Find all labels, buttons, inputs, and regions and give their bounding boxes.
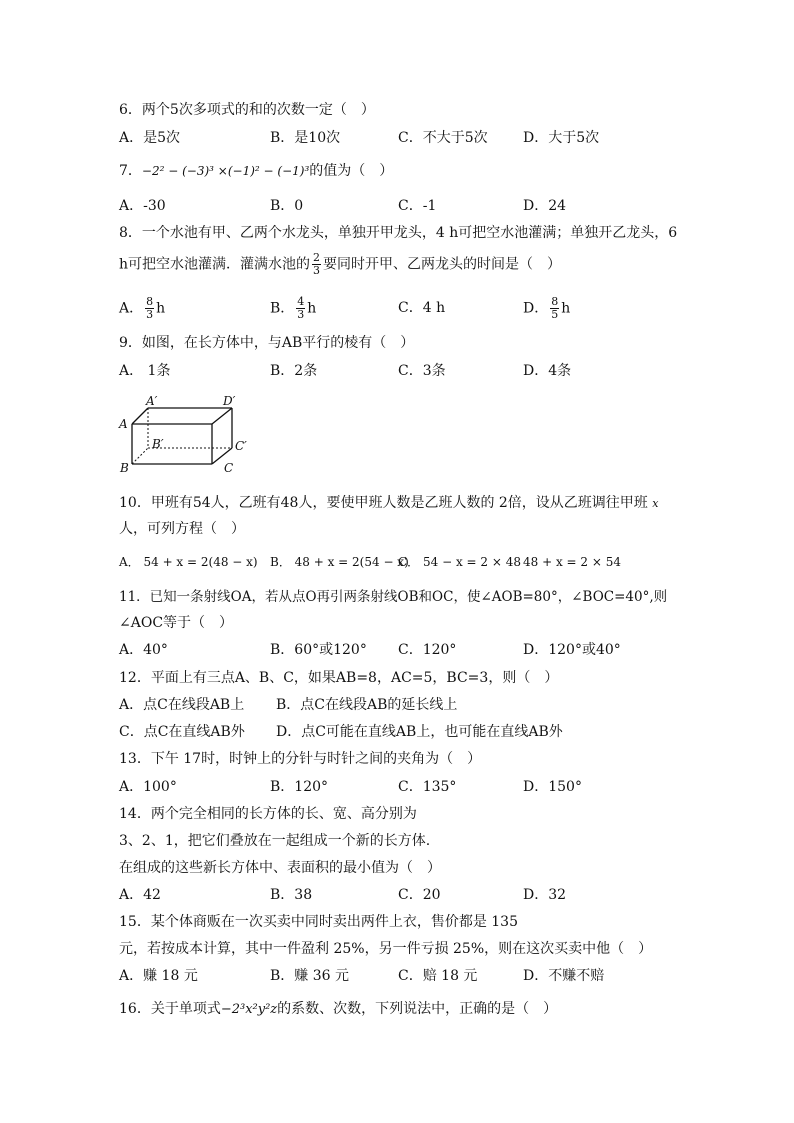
q7-option-a: A．-30 — [119, 198, 166, 214]
q15-option-a: A．赚 18 元 — [119, 968, 198, 984]
q11-option-b: B．60°或120° — [270, 642, 367, 658]
q10-line-1-text: 10．甲班有54人，乙班有48人，要使甲班人数是乙班人数的 2倍，设从乙班调往甲班 — [119, 495, 648, 511]
q14-line-1: 14．两个完全相同的长方体的长、宽、高分别为 — [119, 806, 417, 822]
q8-line-2-post: 要同时开甲、乙两龙头的时间是（ ） — [323, 256, 562, 273]
q12-stem: 12．平面上有三点A、B、C，如果AB=8，AC=5，BC=3，则（ ） — [119, 670, 559, 686]
q12-option-c: C．点C在直线AB外 — [119, 724, 245, 740]
label-b-prime: B′ — [152, 437, 164, 451]
q15-line-2: 元，若按成本计算，其中一件盈利 25%，另一件亏损 25%，则在这次买卖中他（ ） — [119, 941, 653, 957]
q6-option-a: A．是5次 — [119, 130, 181, 146]
label-c-prime: C′ — [235, 439, 247, 453]
q11-line-2: ∠AOC等于（ ） — [119, 615, 234, 631]
q8-option-d-label: D． — [523, 300, 549, 317]
q15-option-b: B．赚 36 元 — [270, 968, 350, 984]
edge-top-right — [212, 408, 232, 424]
q8-b-numerator: 4 — [297, 295, 305, 308]
q10-line-1 — [119, 494, 658, 513]
q9-option-c: C．3条 — [398, 363, 446, 379]
q6-option-b: B．是10次 — [270, 130, 341, 146]
q8-option-b-label: B． — [270, 300, 295, 317]
q8-fraction-numerator: 2 — [313, 251, 321, 264]
q7-tail: 的值为（ ） — [309, 163, 394, 179]
q8-line-2 — [119, 252, 561, 277]
edge-aa-prime — [132, 408, 148, 424]
q13-option-b: B．120° — [270, 779, 329, 795]
q6-stem: 6．两个5次多项式的和的次数一定（ ） — [119, 102, 375, 118]
q8-option-b-unit: h — [307, 300, 317, 317]
q13-option-c: C．135° — [398, 779, 457, 795]
q9-option-d: D．4条 — [523, 363, 572, 379]
q8-d-denominator: 5 — [551, 308, 559, 321]
q11-option-c: C．120° — [398, 642, 457, 658]
q14-line-2: 3、2、1，把它们叠放在一起组成一个新的长方体. — [119, 833, 431, 849]
q15-option-d: D．不赚不赔 — [523, 968, 605, 984]
q12-option-b: B．点C在线段AB的延长线上 — [276, 697, 458, 713]
label-c: C — [224, 461, 234, 475]
q8-fraction — [312, 252, 321, 277]
q8-line-1: 8．一个水池有甲、乙两个水龙头，单独开甲龙头，4 h可把空水池灌满；单独开乙龙头，6 — [119, 225, 678, 241]
q13-option-a: A．100° — [119, 779, 177, 795]
q9-option-a: A． 1条 — [119, 363, 171, 379]
cuboid-figure — [116, 392, 256, 478]
q10-option-d: 48 + x = 2 × 54 — [523, 555, 621, 569]
q6-option-c: C．不大于5次 — [398, 130, 488, 146]
q10-option-a: A． 54 + x = 2(48 − x) — [119, 555, 258, 569]
q9-option-b: B．2条 — [270, 363, 318, 379]
label-b: B — [120, 461, 129, 475]
q8-a-denominator: 3 — [146, 308, 154, 321]
q7-stem — [119, 162, 393, 180]
q13-option-d: D．150° — [523, 779, 582, 795]
q7-option-d: D．24 — [523, 198, 567, 214]
q8-d-numerator: 8 — [551, 295, 559, 308]
label-d-prime: D′ — [223, 394, 236, 408]
q8-line-2-pre: h可把空水池灌满．灌满水池的 — [119, 256, 311, 273]
q8-option-b-fraction — [296, 296, 305, 321]
q7-option-c: C．-1 — [398, 198, 437, 214]
q8-option-d — [523, 296, 570, 321]
q11-line-1: 11．已知一条射线OA，若从点O再引两条射线OB和OC，使∠AOB=80°，∠BOC=40°,则 — [119, 589, 668, 605]
q8-a-numerator: 8 — [146, 295, 154, 308]
q12-option-a: A．点C在线段AB上 — [119, 697, 245, 713]
q14-option-a: A．42 — [119, 887, 161, 903]
q13-stem: 13．下午 17时，时钟上的分针与时针之间的夹角为（ ） — [119, 751, 482, 767]
q14-option-c: C．20 — [398, 887, 441, 903]
q8-option-d-fraction — [550, 296, 559, 321]
q10-variable: x — [652, 497, 659, 510]
q10-option-c: C． 54 − x = 2 × 48 — [398, 555, 521, 569]
q8-option-a-unit: h — [156, 300, 166, 317]
q15-option-c: C．赔 18 元 — [398, 968, 478, 984]
q10-option-b: B． 48 + x = 2(54 − x) — [270, 555, 409, 569]
hidden-edge-bb-prime — [132, 448, 148, 464]
q8-fraction-denominator: 3 — [313, 264, 321, 277]
q12-option-d: D．点C可能在直线AB上，也可能在直线AB外 — [276, 724, 563, 740]
q14-option-d: D．32 — [523, 887, 567, 903]
q7-expression: −2² − (−3)³ ×(−1)² − (−1)³ — [141, 164, 310, 178]
q16-pre: 16．关于单项式 — [119, 1001, 221, 1017]
q16-expression: −2³x²y²z — [220, 1002, 278, 1017]
q15-line-1: 15．某个体商贩在一次买卖中同时卖出两件上衣，售价都是 135 — [119, 914, 518, 930]
q7-number: 7． — [119, 163, 142, 179]
q8-option-a-fraction — [145, 296, 154, 321]
q10-line-2: 人，可列方程（ ） — [119, 521, 245, 537]
q7-option-b: B．0 — [270, 198, 304, 214]
q8-option-c: C．4 h — [398, 300, 446, 316]
q16-post: 的系数、次数，下列说法中，正确的是（ ） — [277, 1001, 558, 1017]
q8-option-b — [270, 296, 316, 321]
q6-option-d: D．大于5次 — [523, 130, 600, 146]
q9-stem: 9．如图，在长方体中，与AB平行的棱有（ ） — [119, 335, 415, 351]
q8-option-a-label: A． — [119, 300, 144, 317]
label-a-prime: A′ — [146, 394, 158, 408]
q8-option-d-unit: h — [561, 300, 571, 317]
label-a: A — [119, 417, 128, 431]
q8-option-a — [119, 296, 165, 321]
q11-option-d: D．120°或40° — [523, 642, 621, 658]
q11-option-a: A．40° — [119, 642, 168, 658]
q14-option-b: B．38 — [270, 887, 313, 903]
q16-stem — [119, 1000, 557, 1019]
q14-line-3: 在组成的这些新长方体中、表面积的最小值为（ ） — [119, 860, 441, 876]
q8-b-denominator: 3 — [297, 308, 305, 321]
